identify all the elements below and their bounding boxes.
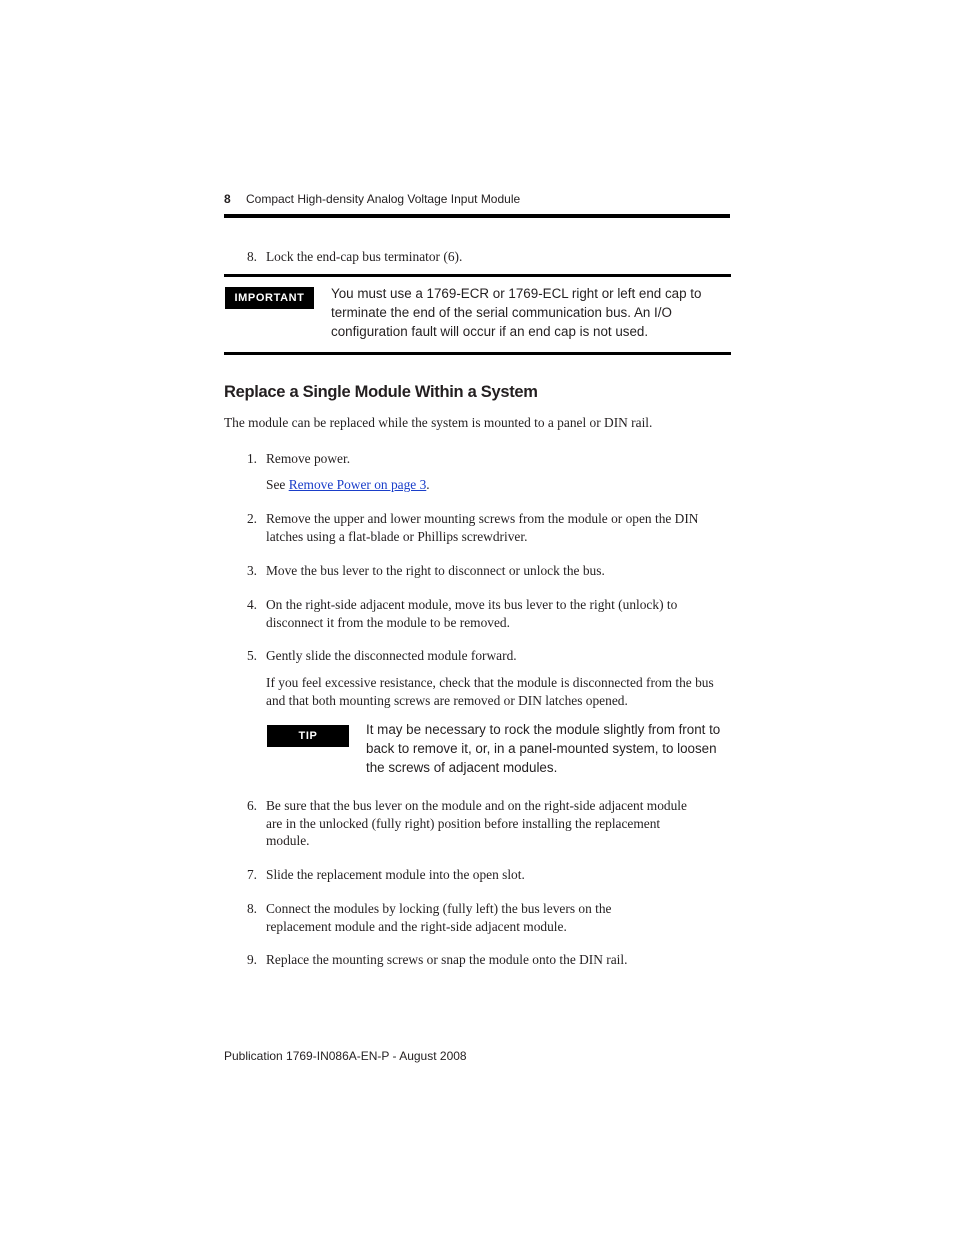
step-number: 7. — [246, 867, 257, 882]
running-header — [224, 192, 730, 208]
publication-footer: Publication 1769-IN086A-EN-P - August 2008 — [224, 1049, 467, 1063]
important-text: You must use a 1769-ECR or 1769-ECL right or left end cap to terminate the end of the serial communication bus. An I/O configuration fault will occur if an end cap is not used. — [331, 286, 702, 339]
page-number: 8 — [224, 192, 231, 206]
section-title: Replace a Single Module Within a System — [224, 383, 538, 401]
step-number: 6. — [246, 798, 257, 813]
section-intro: The module can be replaced while the system is mounted to a panel or DIN rail. — [224, 415, 653, 430]
step-text: Slide the replacement module into the open slot. — [266, 867, 525, 882]
step-text: Replace the mounting screws or snap the module onto the DIN rail. — [266, 952, 628, 967]
tip-text: It may be necessary to rock the module slightly from front to back to remove it, or, in a panel-mounted system, to loosen the screws of adjacent modules. — [366, 722, 721, 775]
step-number: 9. — [246, 952, 257, 967]
step-text: Lock the end-cap bus terminator (6). — [266, 249, 463, 264]
header-rule — [224, 214, 730, 218]
step-text: On the right-side adjacent module, move its bus lever to the right (unlock) to disconnect it from the module to be removed. — [266, 597, 678, 630]
remove-power-link[interactable]: Remove Power on page 3 — [288, 477, 427, 492]
step-number: 8. — [246, 249, 257, 264]
see-reference — [266, 476, 730, 494]
step-text: Gently slide the disconnected module forward. — [266, 648, 517, 663]
important-top-rule — [224, 274, 731, 277]
step-number: 8. — [246, 901, 257, 916]
see-suffix: . — [426, 477, 430, 492]
important-badge: IMPORTANT — [225, 287, 314, 309]
step-text: Move the bus lever to the right to disconnect or unlock the bus. — [266, 563, 605, 578]
step-text: Be sure that the bus lever on the module and on the right-side adjacent module are in the unlocked (fully right) position before installing the replacement module. — [266, 798, 687, 848]
step-text: Remove power. — [266, 451, 351, 466]
step5-note: If you feel excessive resistance, check that the module is disconnected from the bus and that both mounting screws are removed or DIN latches opened. — [266, 675, 714, 708]
step-number: 2. — [246, 511, 257, 526]
header-title: Compact High-density Analog Voltage Input Module — [246, 192, 521, 206]
step-number: 4. — [246, 597, 257, 612]
important-bottom-rule — [224, 352, 731, 355]
step-text: Connect the modules by locking (fully left) the bus levers on the replacement module and the right-side adjacent module. — [266, 901, 612, 934]
see-prefix: See — [266, 477, 289, 492]
step-number: 5. — [246, 648, 257, 663]
step-text: Remove the upper and lower mounting screws from the module or open the DIN latches using a flat-blade or Phillips screwdriver. — [266, 511, 699, 544]
step-number: 3. — [246, 563, 257, 578]
tip-badge: TIP — [267, 725, 349, 747]
step-number: 1. — [246, 451, 257, 466]
